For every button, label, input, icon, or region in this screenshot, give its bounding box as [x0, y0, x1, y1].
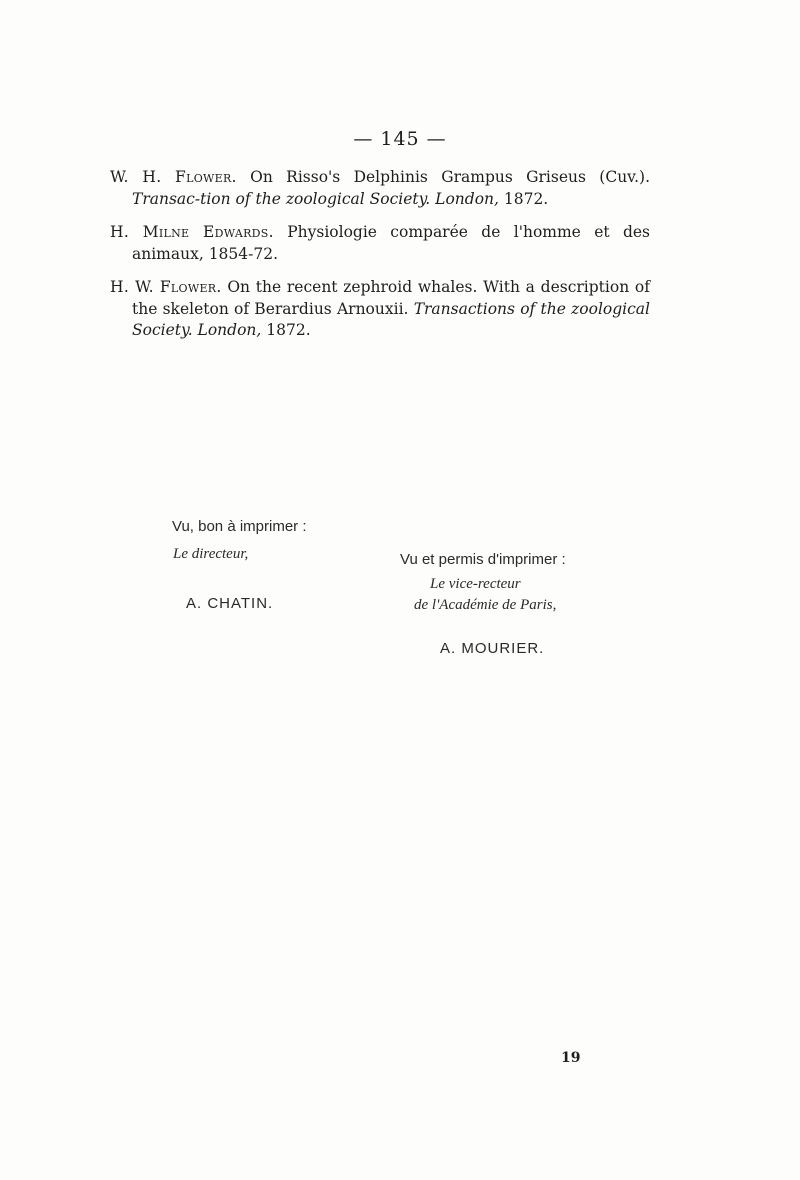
reference-1	[110, 167, 650, 210]
reference-year: 1872.	[498, 189, 549, 208]
imprimatur-right-name: A. MOURIER.	[440, 640, 545, 657]
imprimatur-left-title: Le directeur,	[173, 546, 249, 562]
reference-2	[110, 222, 650, 265]
reference-journal: Transactions of the zoological Society. London,	[132, 299, 650, 339]
reference-author: H. W. Flower.	[110, 278, 222, 296]
page-number: — 145 —	[353, 128, 447, 150]
reference-text: On Risso's Delphinis Grampus Griseus (Cuv.).	[236, 168, 650, 186]
reference-year: 1872.	[261, 321, 311, 339]
reference-journal: Transac-tion of the zoological Society. London,	[132, 189, 499, 208]
reference-text: Physiologie comparée de l'homme et des animaux, 1854-72.	[132, 223, 651, 263]
imprimatur-left-line1: Vu, bon à imprimer :	[172, 518, 307, 535]
signature-mark: 19	[561, 1050, 581, 1066]
imprimatur-right-institution: de l'Académie de Paris,	[414, 597, 557, 613]
reference-author: W. H. Flower.	[110, 168, 237, 186]
imprimatur-left-name: A. CHATIN.	[186, 595, 274, 612]
reference-author: H. Milne Edwards.	[110, 223, 274, 241]
reference-3	[110, 277, 650, 342]
imprimatur-right-title: Le vice-recteur	[430, 576, 521, 592]
bibliography	[110, 167, 650, 354]
reference-text: On the recent zephroid whales. With a description of the skeleton of Berardius Arnouxii.	[132, 278, 650, 318]
imprimatur-right-line1: Vu et permis d'imprimer :	[400, 551, 566, 568]
